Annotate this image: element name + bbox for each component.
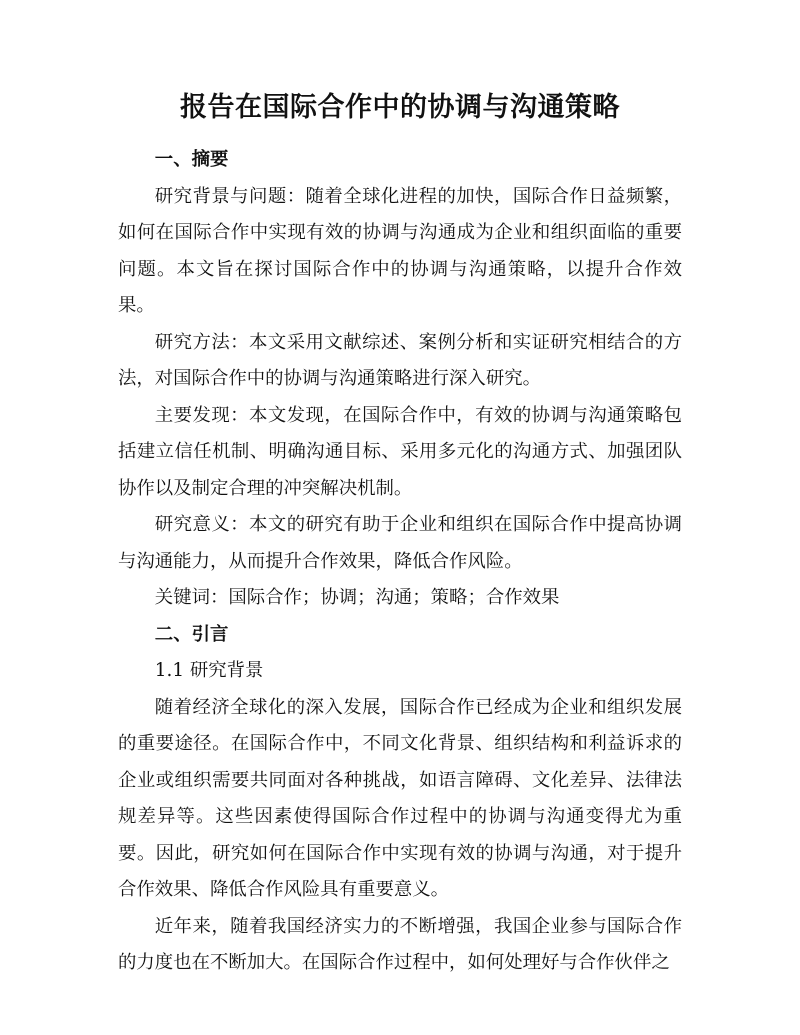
document-title: 报告在国际合作中的协调与沟通策略 [180, 92, 620, 123]
abstract-background: 研究背景与问题：随着全球化进程的加快，国际合作日益频繁，如何在国际合作中实现有效的协调与沟通成为企业和组织面临的重要问题。本文旨在探讨国际合作中的协调与沟通策略，以提升合作效果。 [118, 185, 682, 316]
subsection-heading-research-background: 1.1 研究背景 [154, 660, 264, 681]
abstract-significance: 研究意义：本文的研究有助于企业和组织在国际合作中提高协调与沟通能力，从而提升合作效果，降低合作风险。 [118, 514, 682, 572]
abstract-method: 研究方法：本文采用文献综述、案例分析和实证研究相结合的方法，对国际合作中的协调与沟通策略进行深入研究。 [118, 331, 682, 389]
introduction-paragraph-1: 随着经济全球化的深入发展，国际合作已经成为企业和组织发展的重要途径。在国际合作中，不同文化背景、组织结构和利益诉求的企业或组织需要共同面对各种挑战，如语言障碍、文化差异、法律法规差异等。这些因素使得国际合作过程中的协调与沟通变得尤为重要。因此，研究如何在国际合作中实现有效的协调与沟通，对于提升合作效果、降低合作风险具有重要意义。 [118, 696, 682, 900]
section-heading-abstract: 一、摘要 [154, 149, 229, 170]
introduction-paragraph-2: 近年来，随着我国经济实力的不断增强，我国企业参与国际合作的力度也在不断加大。在国际合作过程中，如何处理好与合作伙伴之 [118, 915, 682, 973]
abstract-findings: 主要发现：本文发现，在国际合作中，有效的协调与沟通策略包括建立信任机制、明确沟通目标、采用多元化的沟通方式、加强团队协作以及制定合理的冲突解决机制。 [118, 404, 682, 499]
abstract-keywords: 关键词：国际合作；协调；沟通；策略；合作效果 [154, 587, 560, 608]
section-heading-introduction: 二、引言 [154, 623, 229, 645]
